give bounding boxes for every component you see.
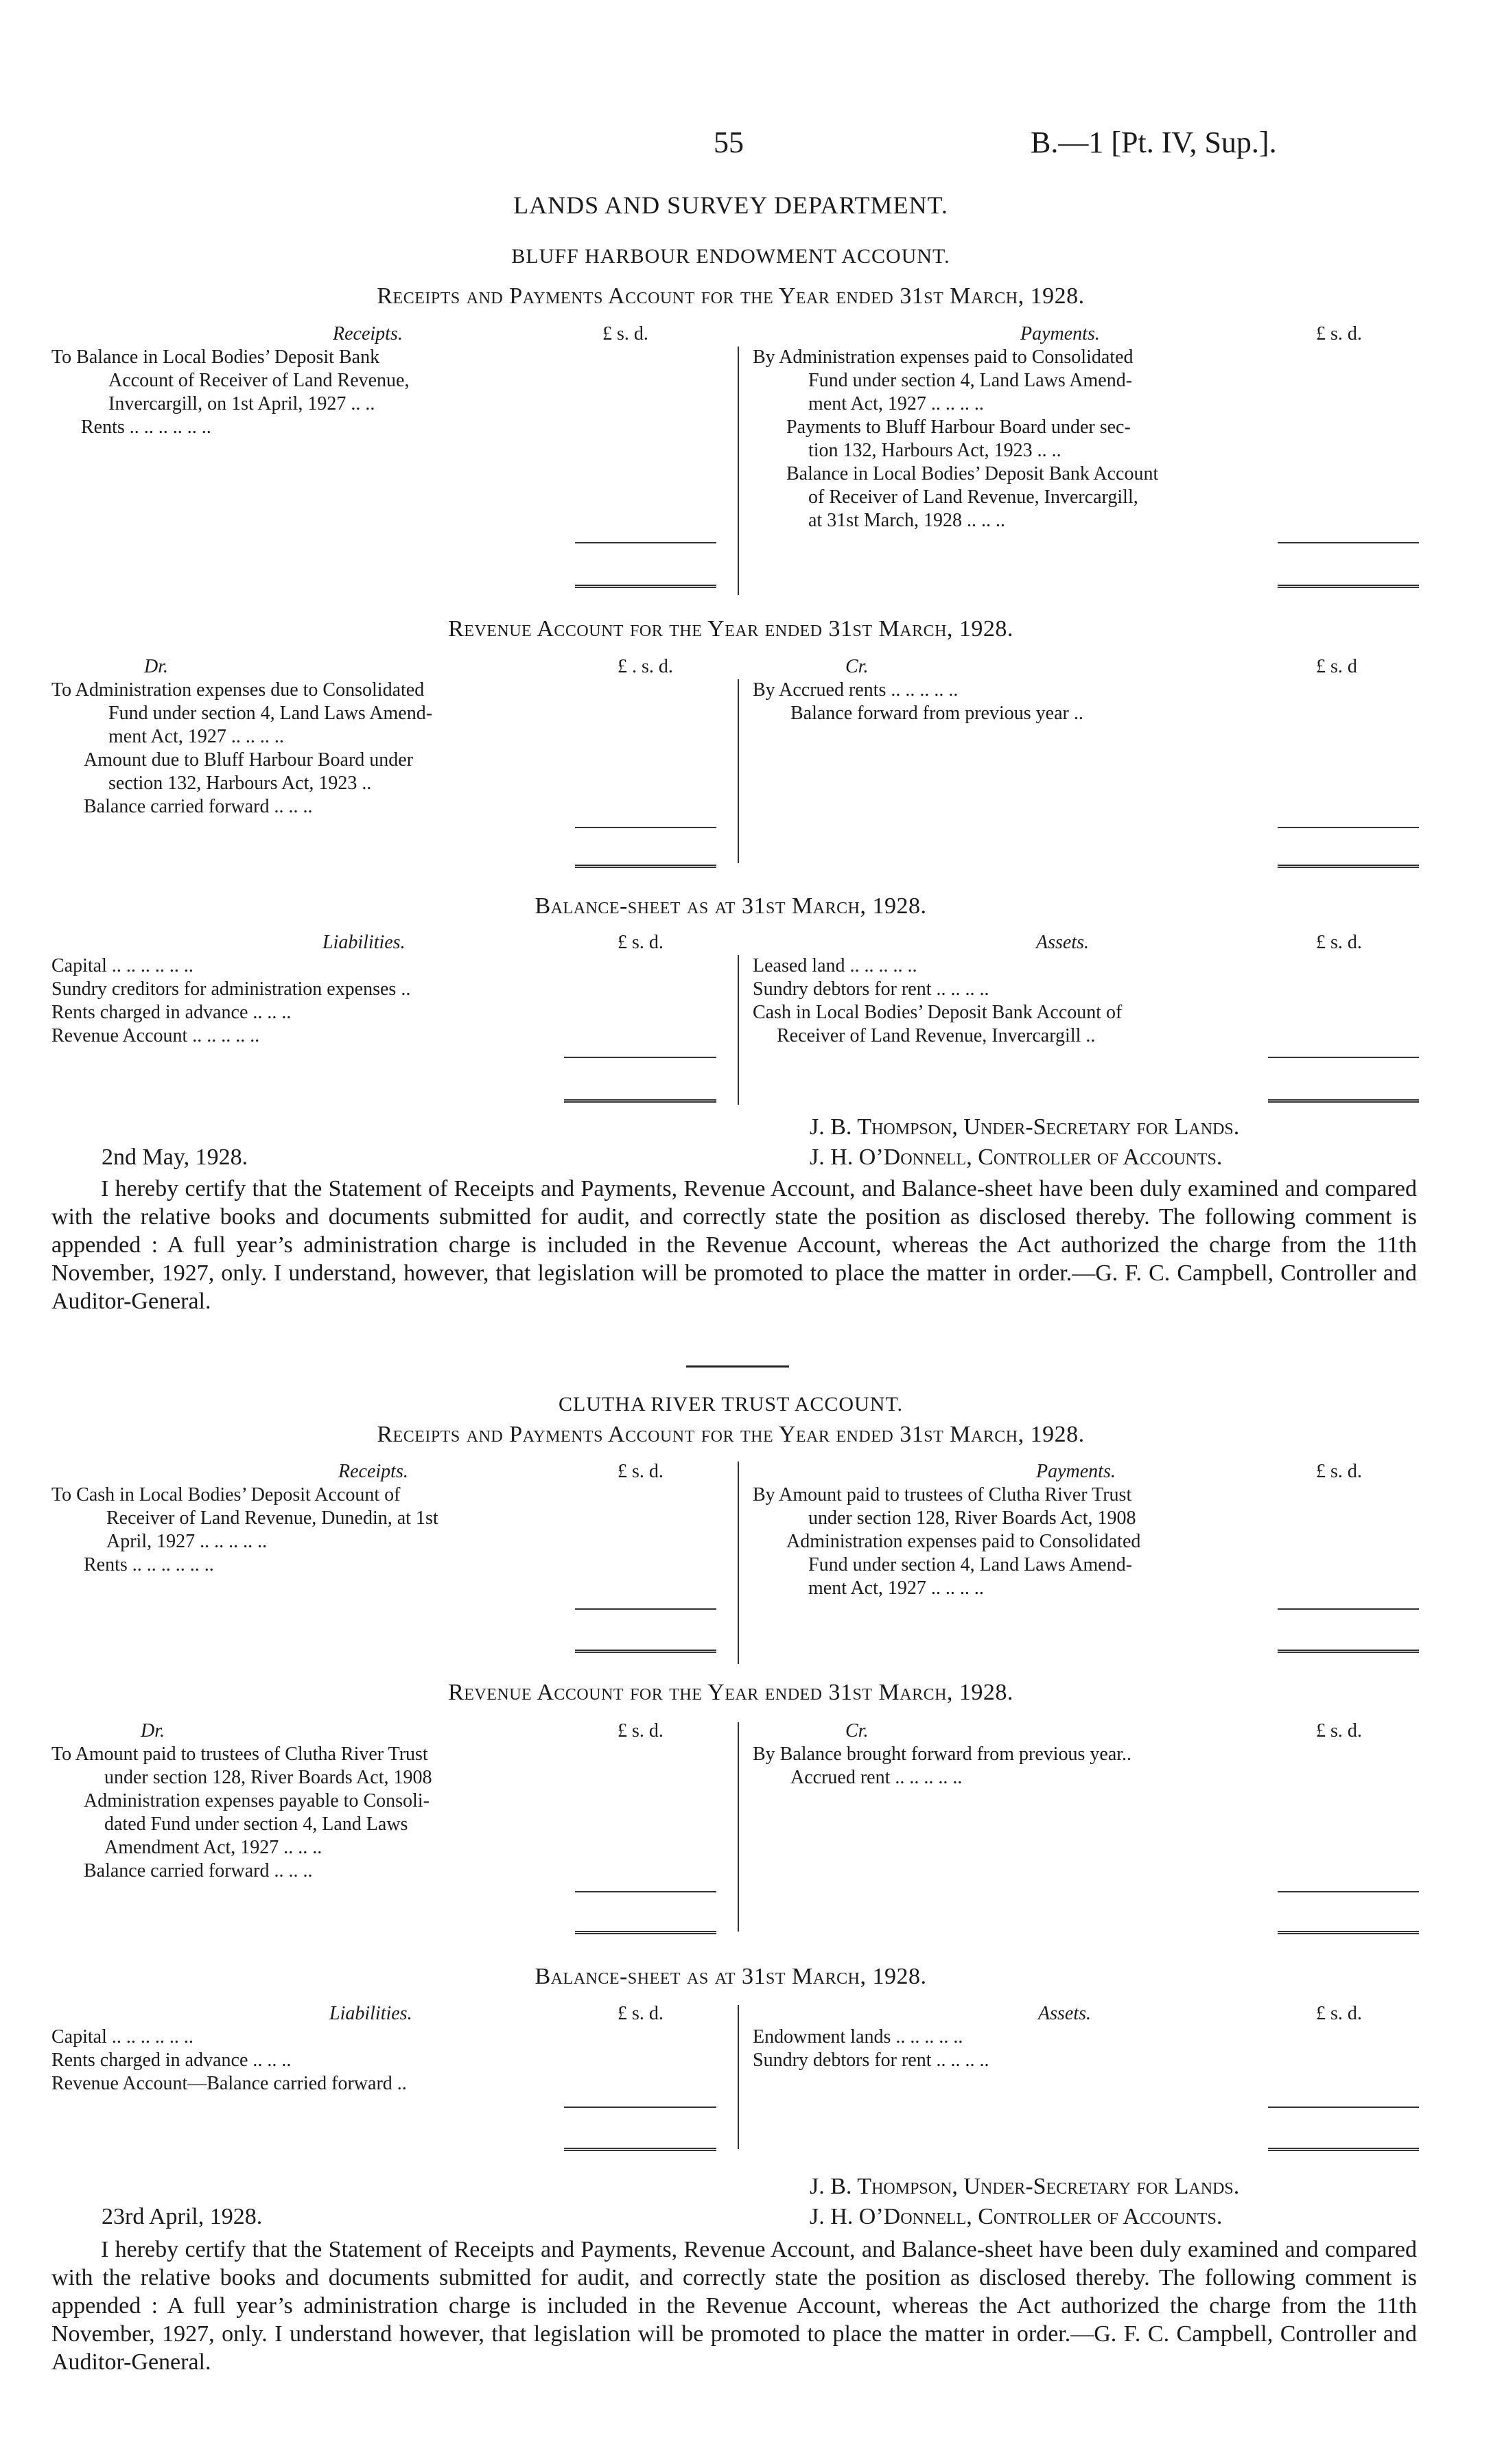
total-double-rule xyxy=(1278,1650,1419,1653)
asset-line: Receiver of Land Revenue, Invercargill .. xyxy=(777,1025,1096,1046)
cr-line: Accrued rent .. .. .. .. .. xyxy=(790,1767,963,1788)
payment-line: of Receiver of Land Revenue, Invercargill, xyxy=(808,486,1138,508)
liability-line: Capital .. .. .. .. .. .. xyxy=(51,2026,193,2048)
signature-under-secretary: J. B. Thompson, Under-Secretary for Lands. xyxy=(810,2174,1240,2199)
cr-heading: Cr. xyxy=(845,1720,869,1741)
money-heading: £ s. d. xyxy=(1316,1720,1362,1741)
total-double-rule xyxy=(1278,1931,1419,1934)
dr-line: To Amount paid to trustees of Clutha River Trust xyxy=(51,1744,428,1765)
clutha-balance-sheet-title: Balance-sheet as at 31st March, 1928. xyxy=(535,1964,927,1989)
total-double-rule xyxy=(575,1650,716,1653)
department-title: LANDS AND SURVEY DEPARTMENT. xyxy=(513,191,948,219)
clutha-receipts-payments-title: Receipts and Payments Account for the Year ended 31st March, 1928. xyxy=(377,1422,1085,1447)
document-reference: B.—1 [Pt. IV, Sup.]. xyxy=(1031,126,1277,159)
total-rule xyxy=(1278,827,1419,828)
asset-line: Endowment lands .. .. .. .. .. xyxy=(753,2026,963,2048)
total-double-rule xyxy=(575,585,716,588)
payments-heading: Payments. xyxy=(1020,323,1100,344)
payment-line: By Administration expenses paid to Consolidated xyxy=(753,347,1134,368)
signature-under-secretary: J. B. Thompson, Under-Secretary for Lands. xyxy=(810,1114,1240,1140)
section-separator xyxy=(686,1365,789,1368)
total-rule xyxy=(1268,1057,1419,1058)
money-heading: £ s. d. xyxy=(1316,1461,1362,1482)
dr-line: To Administration expenses due to Consolidated xyxy=(51,679,425,701)
receipt-line: Invercargill, on 1st April, 1927 .. .. xyxy=(108,393,375,414)
liability-line: Rents charged in advance .. .. .. xyxy=(51,2050,292,2071)
dr-heading: Dr. xyxy=(144,656,169,677)
bluff-balance-sheet-title: Balance-sheet as at 31st March, 1928. xyxy=(535,893,927,919)
dr-line: Amendment Act, 1927 .. .. .. xyxy=(104,1837,322,1858)
total-double-rule xyxy=(564,1099,716,1103)
statement-date: 23rd April, 1928. xyxy=(102,2204,263,2229)
total-rule xyxy=(575,1608,716,1610)
assets-heading: Assets. xyxy=(1036,932,1089,953)
clutha-revenue-title: Revenue Account for the Year ended 31st March, 1928. xyxy=(448,1680,1013,1705)
liability-line: Capital .. .. .. .. .. .. xyxy=(51,955,193,976)
signature-controller: J. H. O’Donnell, Controller of Accounts. xyxy=(810,2204,1223,2229)
liabilities-heading: Liabilities. xyxy=(329,2003,412,2024)
bluff-receipts-payments-title: Receipts and Payments Account for the Year ended 31st March, 1928. xyxy=(377,283,1085,309)
audit-certificate: I hereby certify that the Statement of Receipts and Payments, Revenue Account, and Balance-sheet have been duly examined and compared with the relative books and documents submitted for audit, and correctly state the position as disclosed thereby. The following comment is appended : A full year’s administration charge is included in the Revenue Account, whereas the Act authorized the charge from the 11th November, 1927, only. I understand, however, that legislation will be promoted to place the matter in order.—G. F. C. Campbell, Controller and Auditor-General. xyxy=(51,1176,1417,1314)
payment-line: Balance in Local Bodies’ Deposit Bank Account xyxy=(786,463,1159,484)
payment-line: Fund under section 4, Land Laws Amend- xyxy=(808,1554,1133,1575)
total-double-rule xyxy=(1268,2148,1419,2151)
money-heading: £ s. d. xyxy=(1316,932,1362,953)
total-double-rule xyxy=(1278,585,1419,588)
column-divider xyxy=(738,679,739,863)
dr-line: Fund under section 4, Land Laws Amend- xyxy=(108,703,433,724)
money-heading: £ s. d. xyxy=(618,2003,664,2024)
dr-line: section 132, Harbours Act, 1923 .. xyxy=(108,773,372,794)
total-rule xyxy=(575,542,716,543)
receipts-heading: Receipts. xyxy=(338,1461,408,1482)
dr-line: ment Act, 1927 .. .. .. .. xyxy=(108,726,284,747)
statement-date: 2nd May, 1928. xyxy=(102,1145,248,1170)
payment-line: Administration expenses paid to Consolidated xyxy=(786,1531,1141,1552)
money-heading: £ . s. d. xyxy=(618,656,673,677)
total-double-rule xyxy=(1268,1099,1419,1103)
payment-line: under section 128, River Boards Act, 1908 xyxy=(808,1507,1136,1529)
dr-line: Amount due to Bluff Harbour Board under xyxy=(84,749,414,771)
receipt-line: Account of Receiver of Land Revenue, xyxy=(108,370,410,391)
dr-line: dated Fund under section 4, Land Laws xyxy=(104,1814,408,1835)
column-divider xyxy=(738,347,739,595)
receipt-line: April, 1927 .. .. .. .. .. xyxy=(106,1531,268,1552)
column-divider xyxy=(738,1462,739,1664)
money-heading: £ s. d. xyxy=(602,323,648,344)
payment-line: at 31st March, 1928 .. .. .. xyxy=(808,510,1005,531)
payment-line: ment Act, 1927 .. .. .. .. xyxy=(808,393,984,414)
payment-line: tion 132, Harbours Act, 1923 .. .. xyxy=(808,440,1061,461)
signature-controller: J. H. O’Donnell, Controller of Accounts. xyxy=(810,1145,1223,1170)
bluff-revenue-title: Revenue Account for the Year ended 31st March, 1928. xyxy=(448,616,1013,642)
cr-line: By Accrued rents .. .. .. .. .. xyxy=(753,679,959,701)
dr-line: Balance carried forward .. .. .. xyxy=(84,796,313,817)
total-rule xyxy=(1268,2107,1419,2108)
payment-line: ment Act, 1927 .. .. .. .. xyxy=(808,1577,984,1599)
dr-line: Balance carried forward .. .. .. xyxy=(84,1860,313,1881)
total-rule xyxy=(1278,1891,1419,1892)
money-heading: £ s. d. xyxy=(618,1720,664,1741)
asset-line: Leased land .. .. .. .. .. xyxy=(753,955,917,976)
dr-heading: Dr. xyxy=(141,1720,165,1741)
receipt-line: Rents .. .. .. .. .. .. xyxy=(84,1554,214,1575)
column-divider xyxy=(738,2005,739,2149)
money-heading: £ s. d xyxy=(1316,656,1357,677)
asset-line: Sundry debtors for rent .. .. .. .. xyxy=(753,978,989,1000)
receipt-line: To Balance in Local Bodies’ Deposit Bank xyxy=(51,347,380,368)
money-heading: £ s. d. xyxy=(618,1461,664,1482)
payment-line: By Amount paid to trustees of Clutha River Trust xyxy=(753,1484,1132,1505)
dr-line: under section 128, River Boards Act, 1908 xyxy=(104,1767,432,1788)
column-divider xyxy=(738,955,739,1105)
asset-line: Cash in Local Bodies’ Deposit Bank Account of xyxy=(753,1002,1123,1023)
liability-line: Revenue Account—Balance carried forward .. xyxy=(51,2073,407,2094)
payment-line: Fund under section 4, Land Laws Amend- xyxy=(808,370,1133,391)
liability-line: Rents charged in advance .. .. .. xyxy=(51,1002,292,1023)
asset-line: Sundry debtors for rent .. .. .. .. xyxy=(753,2050,989,2071)
receipt-line: Receiver of Land Revenue, Dunedin, at 1st xyxy=(106,1507,438,1529)
money-heading: £ s. d. xyxy=(1316,323,1362,344)
receipts-heading: Receipts. xyxy=(333,323,403,344)
assets-heading: Assets. xyxy=(1038,2003,1091,2024)
total-double-rule xyxy=(575,1931,716,1934)
clutha-account-title: CLUTHA RIVER TRUST ACCOUNT. xyxy=(558,1393,904,1416)
cr-heading: Cr. xyxy=(845,656,869,677)
page-number: 55 xyxy=(714,126,744,159)
cr-line: Balance forward from previous year .. xyxy=(790,703,1083,724)
total-rule xyxy=(1278,542,1419,543)
total-double-rule xyxy=(564,2148,716,2151)
payment-line: Payments to Bluff Harbour Board under sec- xyxy=(786,416,1131,438)
money-heading: £ s. d. xyxy=(618,932,664,953)
total-rule xyxy=(564,1057,716,1058)
column-divider xyxy=(738,1722,739,1932)
total-rule xyxy=(564,2107,716,2108)
total-double-rule xyxy=(575,865,716,868)
bluff-account-title: BLUFF HARBOUR ENDOWMENT ACCOUNT. xyxy=(511,245,950,268)
total-rule xyxy=(575,827,716,828)
liability-line: Revenue Account .. .. .. .. .. xyxy=(51,1025,260,1046)
liability-line: Sundry creditors for administration expenses .. xyxy=(51,978,411,1000)
total-rule xyxy=(1278,1608,1419,1610)
total-double-rule xyxy=(1278,865,1419,868)
audit-certificate: I hereby certify that the Statement of Receipts and Payments, Revenue Account, and Balance-sheet have been duly examined and compared with the relative books and documents submitted for audit, and correctly state the position as disclosed thereby. The following comment is appended : A full year’s administration charge is included in the Revenue Account, whereas the Act authorized the charge from the 11th November, 1927, only. I understand however, that legislation will be promoted to place the matter in order.—G. F. C. Campbell, Controller and Auditor-General. xyxy=(51,2237,1417,2375)
dr-line: Administration expenses payable to Consoli- xyxy=(84,1790,430,1811)
total-rule xyxy=(575,1891,716,1892)
cr-line: By Balance brought forward from previous year.. xyxy=(753,1744,1132,1765)
liabilities-heading: Liabilities. xyxy=(322,932,406,953)
receipt-line: To Cash in Local Bodies’ Deposit Account of xyxy=(51,1484,401,1505)
money-heading: £ s. d. xyxy=(1316,2003,1362,2024)
receipt-line: Rents .. .. .. .. .. .. xyxy=(81,416,211,438)
payments-heading: Payments. xyxy=(1036,1461,1116,1482)
